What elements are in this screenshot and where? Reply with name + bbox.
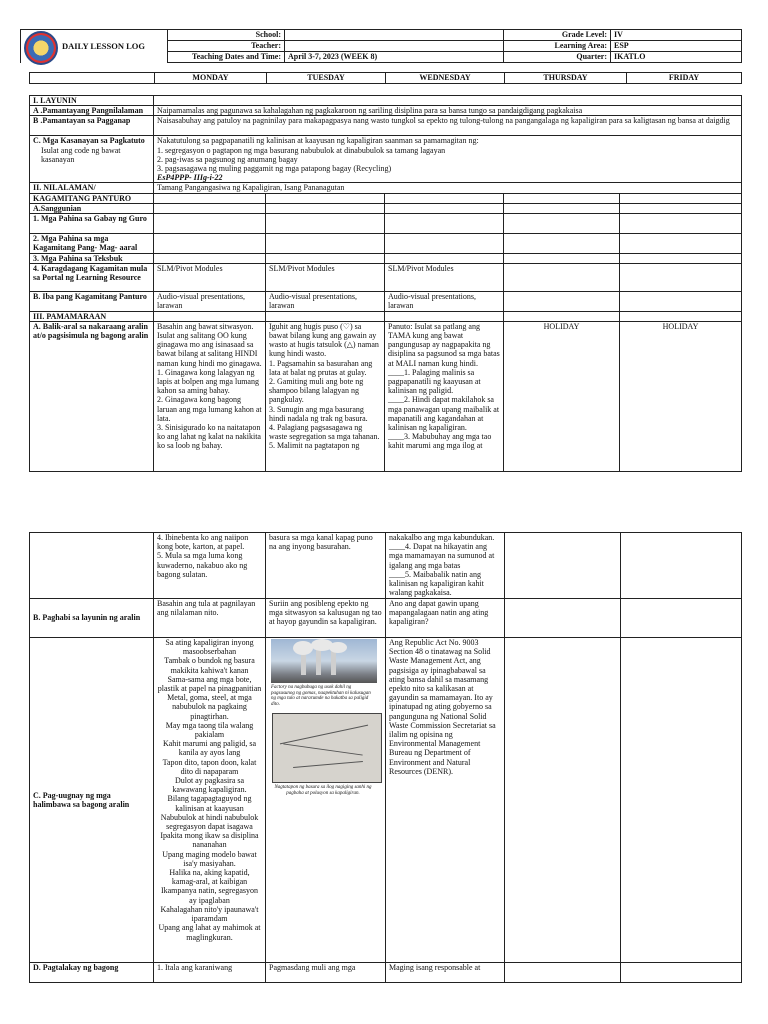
kasanayan-value: Nakatutulong sa pagpapanatili ng kalinisan at kaayusan ng kapaligiran saanman sa pamamagitan ng: 1. segregasyon o pagtapon ng mga basurang nabubulok at dinabubulok sa tamang lagayan 2. pag-iwas sa pagsunog ng anumang bagay 3. pagsasagawa ng muling paggamit ng mga patapong bagay (Recycling) EsP4PPP- IIIg-i-22 [154,136,742,183]
paguugnay-label: C. Pag-uugnay ng mga halimbawa sa bagong aralin [30,638,154,963]
day-monday: MONDAY [155,73,267,84]
nilalaman-value: Tamang Pangangasiwa ng Kapaligiran, Isang Pananagutan [154,183,742,193]
grade-value: IV [611,30,742,41]
karagdagang-tue: SLM/Pivot Modules [266,264,385,292]
school-value[interactable] [285,30,504,41]
river-caption: Nagtatapon ng basura sa ilog nagiging sanhi ng pagbaha at polusyon sa kapaligiran. [274,785,372,796]
kagamitan-pahina-label: 2. Mga Pahina sa mga Kagamitang Pang- Mag- aaral [30,234,154,254]
ra9003-cell: Ang Republic Act No. 9003 Section 48 o tinatawag na Solid Waste Management Act, ang pagsisiga ay ipinagbabawal sa ating bansa dahil sa masamang epekto nito sa kalikasan at gayundin sa mamamayan. Ito ay ipinatupad ng ating gobyerno sa pangunguna ng National Solid Waste Commission Secretariat sa ilalim ng opisina ng Environmental Management Bureau ng Department of Environment and Natural Resources (DENR). [386,638,505,963]
pagtalakay-tue: Pagmasdang muli ang mga [266,963,386,983]
area-label: Learning Area: [504,41,611,52]
pagtalakay-label: D. Pagtalakay ng bagong [30,963,154,983]
gabay-label: 1. Mga Pahina sa Gabay ng Guro [30,214,154,234]
holiday-thursday: HOLIDAY [504,321,620,471]
karagdagang-label: 4. Karagdagang Kagamitan mula sa Portal ng Learning Resource [30,264,154,292]
holiday-friday: HOLIDAY [620,321,742,471]
kasanayan-sub: Isulat ang code ng bawat kasanayan [41,145,121,164]
sanggunian-label: A.Sanggunian [30,203,154,213]
poem-cell: Sa ating kapaligiran inyong masoobserbahan Tambak o bundok ng basura makikita kahiwa't kanan Sama-sama ang mga bote, plastik at papel na pinagpanitian Metal, goma, steel, at mga nabubulok na pagkaing pinagtirhan. May mga taong tila walang pakialam Kahit marumi ang paligid, sa kanila ay ayos lang Tapon dito, tapon doon, kalat dito di napaparam Dulot ay pagkasira sa kawawang kapaligiran. Bilang tagapagtaguyod ng kalinisan at kaayusan Nabubulok at hindi nabubulok segregasyon dapat isagawa Ipakita mong ikaw sa disiplina nananahan Upang maging modelo bawat isa'y masiyahan. Halika na, aking kapatid, kamag-aral, at kaibigan Ikampanya natin, segregasyon ay ipaglaban Kahalagahan nito'y ipaunawa't iparamdam Upang ang lahat ay mahimok at maglingkuran. [154,638,266,963]
teksbuk-label: 3. Mga Pahina sa Teksbuk [30,254,154,264]
day-wednesday: WEDNESDAY [386,73,505,84]
paghabi-tue: Suriin ang posibleng epekto ng mga sitwasyon sa kalusugan ng tao at hayop gayundin sa kapaligiran. [266,599,386,638]
factory-caption: Factory na nagbubuga ng usok dahil ng pagsusunog ng gomas, naapektuhan ni kalusugan ng mga tulo at nararumde na hakatba sa paligid dito. [271,685,371,707]
title-cell [21,30,168,63]
layunin-heading: I. LAYUNIN [30,96,154,106]
kasanayan-label: C. Mga Kasanayan sa Pagkatuto [33,136,145,146]
school-label: School: [168,30,285,41]
paghabi-mon: Basahin ang tula at pagnilayan ang nilalaman nito. [154,599,266,638]
karagdagang-mon: SLM/Pivot Modules [154,264,266,292]
teacher-value[interactable] [285,41,504,52]
day-thursday: THURSDAY [505,73,627,84]
day-tuesday: TUESDAY [267,73,386,84]
kagamitan-label: KAGAMITANG PANTURO [30,193,154,203]
kasanayan-cell [30,136,154,183]
lesson-table-page1 [29,95,742,472]
grade-label: Grade Level: [504,30,611,41]
pagganap-value: Naisasabuhay ang patuloy na pagninilay para makapagpasya nang wasto tungkol sa epekto ng tulong-tulong na pangangalaga ng kapaligiran para sa kaligtasan ng bansa at daigdig [154,116,742,136]
iba-mon: Audio-visual presentations, larawan [154,292,266,311]
lesson-table-page2 [29,532,742,983]
balik-aral-tue: Iguhit ang hugis puso (♡) sa bawat bilang kung ang gawain ay wasto at hugis tatsulok (△) naman kung hindi wasto. 1. Pagsamahin sa basurahan ang lata at balat ng prutas at gulay. 2. Gamiting muli ang bote ng shampoo bilang lalagyan ng pangkulay. 3. Sunugin ang mga basurang hindi nadala ng trak ng basura. 4. Palagiang pagsasagawa ng waste segregation sa mga tahanan. 5. Malimit na pagtatapon ng [266,321,385,471]
pangnilalaman-label: A .Pamantayang Pangnilalaman [30,106,154,116]
iba-wed: Audio-visual presentations, larawan [385,292,504,311]
pagganap-label: B .Pamantayan sa Pagganap [30,116,154,136]
kasanayan-code: EsP4PPP- IIIg-i-22 [157,173,223,183]
header-table [20,29,742,63]
dates-label: Teaching Dates and Time: [168,52,285,63]
factory-smoke-image [271,639,377,683]
dates-value: April 3-7, 2023 (WEEK 8) [285,52,504,63]
quarter-label: Quarter: [504,52,611,63]
document-title: DAILY LESSON LOG [62,41,145,51]
pagtalakay-mon: 1. Itala ang karaniwang [154,963,266,983]
area-value: ESP [611,41,742,52]
balik-aral-label: A. Balik-aral sa nakaraang aralin at/o pagsisimula ng bagong aralin [30,321,154,471]
iba-tue: Audio-visual presentations, larawan [266,292,385,311]
day-friday: FRIDAY [627,73,742,84]
quarter-value: IKATLO [611,52,742,63]
balik-aral-wed-cont: nakakalbo ang mga kabundukan. ____4. Dapat na hikayatin ang mga mamamayan na sumunod at igalang ang mga batas ____5. Maibabalik natin ang kalinisan ng kapaligiran kahit walang pagkakaisa. [386,533,505,599]
nilalaman-label: II. NILALAMAN/ [30,183,154,193]
karagdagang-wed: SLM/Pivot Modules [385,264,504,292]
balik-aral-tue-cont: basura sa mga kanal kapag puno na ang inyong basurahan. [266,533,386,599]
pictures-cell [266,638,386,963]
paghabi-wed: Ano ang dapat gawin upang mapangalagaan natin ang ating kapaligiran? [386,599,505,638]
balik-aral-mon: Basahin ang bawat sitwasyon. Isulat ang salitang OO kung ginagawa mo ang isinasaad sa bawat bilang at salitang HINDI naman kung hindi mo ginagawa. 1. Ginagawa kong lalagyan ng lapis at bolpen ang mga lumang kahon sa aming bahay. 2. Ginagawa kong bagong laruan ang mga lumang kahon at lata. 3. Sinisigurado ko na naitatapon ko ang lahat ng kalat na nakikita ko sa loob ng bahay. [154,321,266,471]
river-garbage-image [272,713,382,783]
teacher-label: Teacher: [168,41,285,52]
balik-aral-mon-cont: 4. Ibinebenta ko ang naiipon kong bote, karton, at papel. 5. Mula sa mga luma kong kuwaderno, nakabuo ako ng bagong sulatan. [154,533,266,599]
pagtalakay-wed: Maging isang responsable at [386,963,505,983]
day-header-table [29,72,742,84]
iba-label: B. Iba pang Kagamitang Panturo [30,292,154,311]
pangnilalaman-value: Naipamamalas ang pagunawa sa kahalagahan ng pagkakaroon ng sariling disiplina para sa bansa tungo sa pandaigdigang pagkakaisa [154,106,742,116]
balik-aral-wed: Panuto: Isulat sa patlang ang TAMA kung ang bawat pangungusap ay nagpapakita ng disiplina sa pagsunod sa mga batas at MALI naman kung hindi. ____1. Palaging malinis sa pagpapanatili ng kaayusan at kalinisan ng paligid. ____2. Hindi dapat makilahok sa mga panawagan upang maibalik at mapanatili ang kagandahan at kalinisan ng kapaligiran. ____3. Mabubuhay ang mga tao kahit marumi ang mga ilog at [385,321,504,471]
pamamaraan-label: III. PAMAMARAAN [30,311,154,321]
paghabi-label: B. Paghabi sa layunin ng aralin [30,599,154,638]
